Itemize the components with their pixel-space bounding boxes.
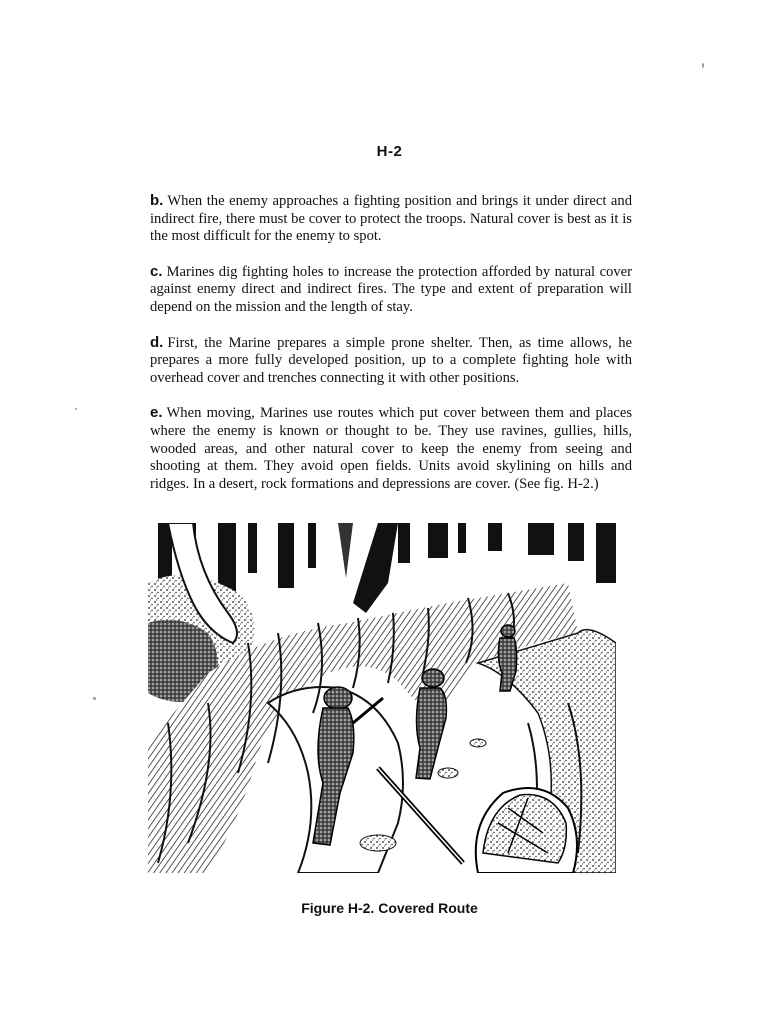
figure-caption: Figure H-2. Covered Route [301,900,478,916]
body-text [150,192,632,510]
paragraph-text: Marines dig fighting holes to increase the protection afforded by natural cover against enemy direct and indirect fires. The type and extent of preparation will depend on the mission and the length of stay. [150,263,632,315]
paragraph-letter: e. [150,404,163,422]
paragraph-text: When moving, Marines use routes which put cover between them and places where the enemy is known or thought to be. They use ravines, gullies, hills, wooded areas, and other natural cover to keep the enemy from seeing and shooting at them. They avoid open fields. Units avoid skylining on hills and ridges. In a desert, rock formations and depressions are cover. (See fig. H-2.) [150,405,632,492]
scan-speck [75,408,77,410]
paragraph-c [150,263,632,317]
page-header: H-2 [376,143,403,160]
paragraph-letter: c. [150,262,163,280]
paragraph-d [150,334,632,388]
paragraph-b [150,192,632,246]
paragraph-text: When the enemy approaches a fighting position and brings it under direct and indirect fire, there must be cover to protect the troops. Natural cover is best as it is the most difficult for the enemy to spot. [150,193,632,245]
scan-speck [702,63,704,68]
paragraph-letter: b. [150,192,164,209]
covered-route-illustration [148,523,616,873]
paragraph-text: First, the Marine prepares a simple prone shelter. Then, as time allows, he prepares a more fully developed position, up to a complete fighting hole with overhead cover and trenches connecting it with other positions. [150,334,632,386]
paragraph-e [150,404,632,493]
paragraph-letter: d. [150,333,164,351]
illustration-svg [148,523,616,873]
scan-speck [93,697,96,700]
